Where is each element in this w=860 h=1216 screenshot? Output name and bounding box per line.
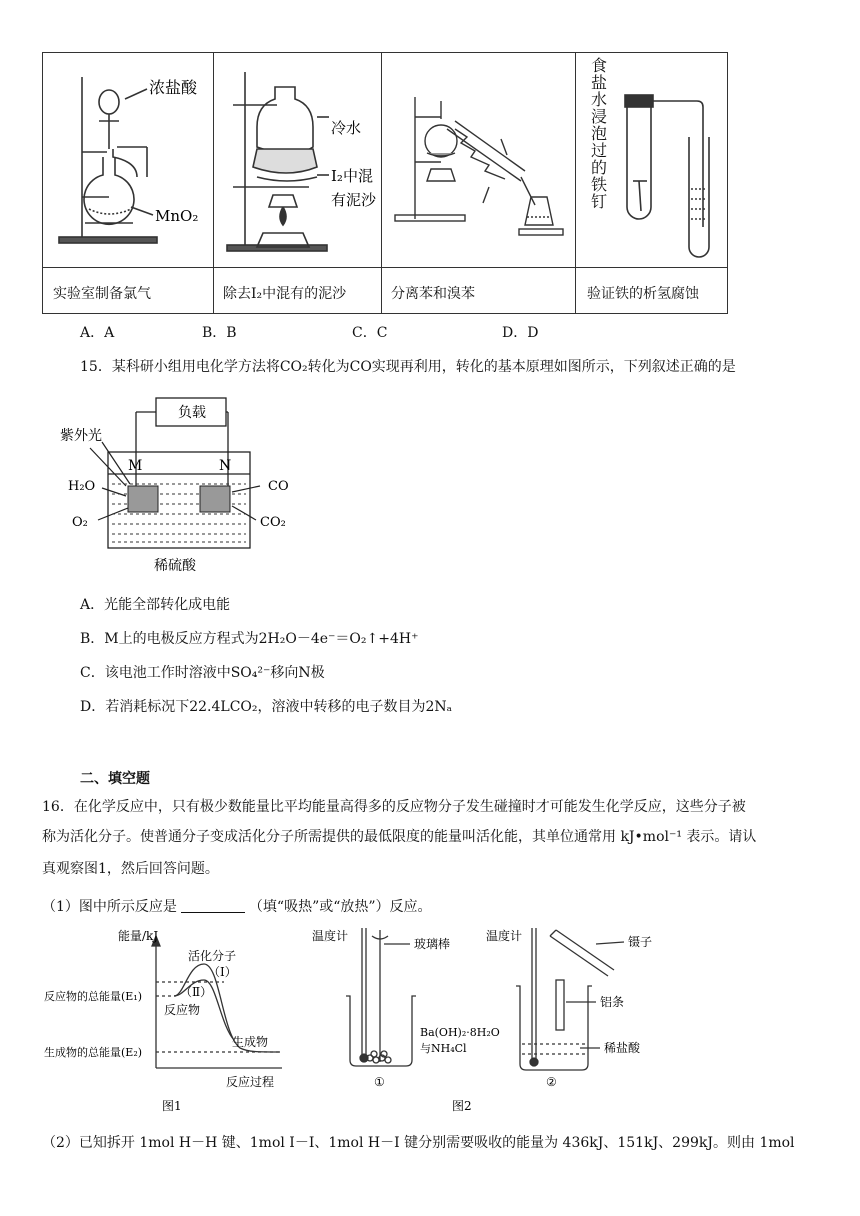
fig1-e2: 生成物的总能量(E₂)	[44, 1046, 143, 1059]
fig2-thermometer-2: 温度计	[486, 929, 523, 943]
fig2-num-1: ①	[374, 1075, 385, 1089]
q15-option-c: C．该电池工作时溶液中SO₄²⁻移向N极	[80, 665, 325, 681]
label-co: CO	[268, 479, 289, 494]
q16-line-2: 称为活化分子。使普通分子变成活化分子所需提供的最低限度的能量叫活化能，其单位通常用 kJ•mol⁻¹ 表示。请认	[42, 829, 757, 845]
q15-option-d: D．若消耗标况下22.4LCO₂，溶液中转移的电子数目为2Nₐ	[80, 699, 453, 715]
apparatus-a-chlorine	[47, 57, 211, 263]
section-fill-in: 二、填空题	[80, 771, 150, 787]
fig2-glass-rod: 玻璃棒	[414, 937, 451, 951]
q15-option-b: B．M上的电极反应方程式为2H₂O－4e⁻＝O₂↑+4H⁺	[80, 631, 419, 647]
label-conc-hcl: 浓盐酸	[149, 78, 198, 97]
apparatus-c-distillation	[385, 57, 573, 263]
caption-b: 除去I₂中混有的泥沙	[223, 286, 347, 302]
fig1-caption: 图1	[162, 1099, 182, 1113]
label-load: 负载	[178, 405, 206, 421]
apparatus-b-sublimation	[217, 57, 379, 263]
label-i2-mix-1: I₂中混	[331, 167, 373, 185]
fig1-ylabel: 能量/kJ	[118, 929, 159, 943]
label-cold-water: 冷水	[331, 119, 362, 137]
label-uv: 紫外光	[60, 428, 102, 444]
label-i2-mix-2: 有泥沙	[331, 191, 377, 209]
fig1-curve-2: （Ⅱ）	[180, 985, 213, 999]
caption-a: 实验室制备氯气	[53, 286, 151, 302]
q14-option-d: D．D	[502, 325, 539, 341]
fig1-xlabel: 反应过程	[226, 1075, 275, 1089]
fig2-thermometer-1: 温度计	[312, 929, 349, 943]
q14-option-b: B．B	[202, 325, 237, 341]
label-o2: O₂	[72, 515, 88, 530]
q16-line-3: 真观察图1，然后回答问题。	[42, 861, 219, 877]
label-mno2: MnO₂	[155, 207, 199, 225]
q16-line-1: 16．在化学反应中，只有极少数能量比平均能量高得多的反应物分子发生碰撞时才可能发生化学反应，这些分子被	[42, 799, 746, 815]
label-co2: CO₂	[260, 515, 286, 530]
fig2-chem-1: Ba(OH)₂·8H₂O	[420, 1026, 500, 1039]
q16-part-1: （1）图中所示反应是 （填“吸热”或“放热”）反应。	[42, 899, 432, 915]
fig1-reactant: 反应物	[164, 1003, 201, 1017]
fig1-active: 活化分子	[188, 949, 237, 963]
q15-option-a: A．光能全部转化成电能	[80, 597, 231, 613]
apparatus-table	[42, 52, 728, 314]
label-salt-water-nail: 食 盐 水 浸 泡 过 的 铁 钉	[591, 56, 608, 211]
fig2-num-2: ②	[546, 1075, 557, 1089]
answer-blank[interactable]	[181, 898, 245, 913]
fig2-chem-2: 与NH₄Cl	[420, 1042, 467, 1055]
fig1-product: 生成物	[232, 1035, 269, 1049]
figure-2-experiments	[310, 924, 670, 1120]
label-n: N	[219, 458, 232, 474]
caption-c: 分离苯和溴苯	[391, 286, 475, 302]
q14-option-a: A．A	[80, 325, 115, 341]
label-h2o: H₂O	[68, 479, 96, 494]
fig2-al-strip: 铝条	[600, 995, 625, 1009]
figure-1-energy-diagram	[44, 924, 306, 1120]
fig2-tweezers: 镊子	[628, 935, 653, 949]
fig2-caption: 图2	[452, 1099, 472, 1113]
label-m: M	[128, 458, 143, 474]
label-dilute-h2so4: 稀硫酸	[154, 558, 196, 574]
fig1-e1: 反应物的总能量(E₁)	[44, 990, 143, 1003]
q16-part-2: （2）已知拆开 1mol H－H 键、1mol I－I、1mol H－I 键分别需要吸收的能量为 436kJ、151kJ、299kJ。则由 1mol	[42, 1135, 795, 1151]
caption-d: 验证铁的析氢腐蚀	[587, 286, 699, 302]
q15-cell-diagram	[56, 392, 316, 576]
fig1-curve-1: （Ⅰ）	[208, 965, 237, 979]
q14-option-c: C．C	[352, 325, 388, 341]
fig2-dilute-hcl: 稀盐酸	[604, 1041, 641, 1055]
q15-stem: 15．某科研小组用电化学方法将CO₂转化为CO实现再利用，转化的基本原理如图所示，下列叙述正确的是	[80, 359, 736, 375]
